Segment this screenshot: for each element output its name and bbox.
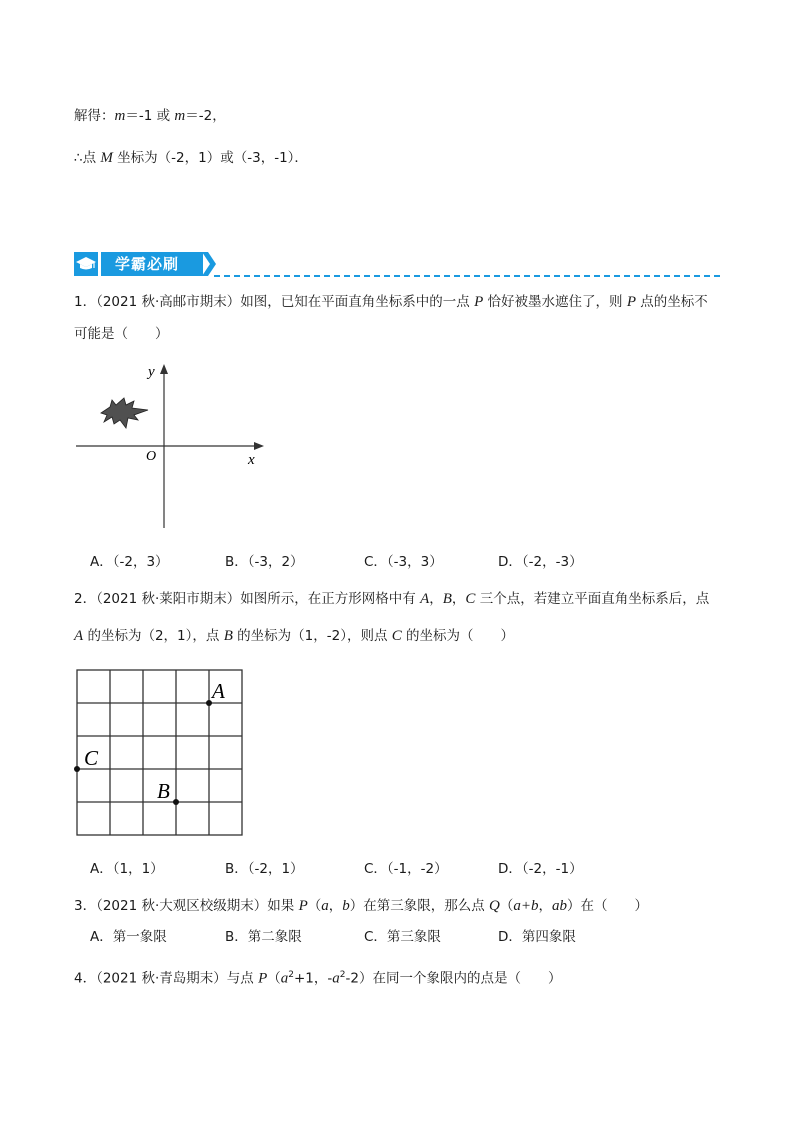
variable-B: B [223,628,233,644]
x-axis-arrow-icon [254,442,264,450]
q2-text: 2．（2021 秋·莱阳市期末）如图所示，在正方形网格中有 [74,591,421,607]
label-A: A [212,679,225,703]
q2-options [90,859,690,879]
solution-text: 解得： [74,108,115,124]
q1-text: 可能是（ ） [74,326,169,342]
q1-option-d[interactable]: D．（-2，-3） [498,554,583,570]
q2-text: 的坐标为（1，-2），则点 [232,628,392,644]
q3-text: （ [307,898,322,914]
q1-coordinate-figure [74,360,274,532]
q2-option-a[interactable]: A．（1，1） [90,861,164,877]
variable-A: A [420,591,430,607]
ink-blot-icon [101,398,148,428]
q2-option-b[interactable]: B．（-2，1） [225,861,304,877]
point-B [173,799,179,805]
y-axis-arrow-icon [160,364,168,374]
q1-text: 1．（2021 秋·高邮市期末）如图，已知在平面直角坐标系中的一点 [74,294,475,310]
q4-text: -2）在同一个象限内的点是（ ） [345,970,562,987]
q3-option-c[interactable]: C．第三象限 [364,929,441,945]
solution-text: ＝-1 或 [125,108,175,124]
exponent: 2 [339,970,346,980]
variable-m: m [174,108,186,124]
q2-grid-figure [74,668,250,840]
variable-C: C [391,628,402,644]
solution-line-2 [74,148,308,168]
q4-text: +1，- [293,970,333,987]
solution-line-1 [74,106,226,126]
q2-option-d[interactable]: D．（-2，-1） [498,861,583,877]
variable-Q: Q [489,898,500,914]
variable-P: P [626,294,637,310]
q2-text: 的坐标为（2，1），点 [83,628,224,644]
q1-options [90,552,690,572]
x-axis-label: x [248,452,255,468]
q1-text: 恰好被墨水遮住了，则 [483,294,627,310]
q3-text: ）在第三象限，那么点 [349,898,490,914]
q2-text: 的坐标为（ ） [401,628,515,644]
variable-a: a [321,898,329,914]
variable-P: P [474,294,484,310]
solution-text: ∴点 [74,150,101,166]
q3-stem [74,896,648,916]
q3-option-a[interactable]: A．第一象限 [90,929,167,945]
q1-option-c[interactable]: C．（-3，3） [364,554,443,570]
variable-m: m [114,108,126,124]
variable-C: C [465,591,476,607]
q3-option-d[interactable]: D．第四象限 [498,929,576,945]
origin-label: O [146,449,157,464]
label-C: C [84,746,99,770]
variable-a: a [332,970,340,987]
expression-a-plus-b: a+b [513,898,539,914]
exponent: 2 [288,970,294,980]
q1-option-b[interactable]: B．（-3，2） [225,554,304,570]
q3-option-b[interactable]: B．第二象限 [225,929,302,945]
q2-stem-line-1 [74,589,709,609]
variable-P: P [298,898,308,914]
variable-A: A [74,628,84,644]
q4-stem [74,965,561,989]
q1-stem-line-2 [74,324,169,344]
expression-ab: ab [552,898,568,914]
variable-B: B [442,591,452,607]
point-C [74,766,80,772]
q2-stem-line-2 [74,626,514,646]
q3-text: ）在（ ） [567,898,649,914]
label-B: B [157,779,170,803]
q1-option-a[interactable]: A．（-2，3） [90,554,169,570]
q4-text: （ [267,970,281,987]
q3-text: ， [538,898,553,914]
variable-a: a [280,970,289,987]
q3-text: （ [499,898,514,914]
q2-text: ， [429,591,443,607]
y-axis-label: y [148,364,155,380]
q1-text: 点的坐标不 [636,294,708,310]
variable-b: b [342,898,350,914]
section-title: 学霸必刷 [101,252,203,276]
q2-text: ， [451,591,466,607]
variable-M: M [100,150,113,166]
q3-text: ， [328,898,343,914]
variable-P: P [258,970,268,987]
graduation-cap-icon [74,252,98,276]
q4-text: 4．（2021 秋·青岛期末）与点 [74,970,259,987]
q3-text: 3．（2021 秋·大观区校级期末）如果 [74,898,299,914]
q2-text: 三个点，若建立平面直角坐标系后，点 [475,591,710,607]
q3-options [90,927,690,947]
solution-text: ＝-2， [185,108,226,124]
q1-stem-line-1 [74,292,708,312]
section-header [74,249,724,279]
q2-option-c[interactable]: C．（-1，-2） [364,861,448,877]
section-divider [214,275,720,277]
solution-text: 坐标为（-2，1）或（-3，-1）． [112,150,308,166]
